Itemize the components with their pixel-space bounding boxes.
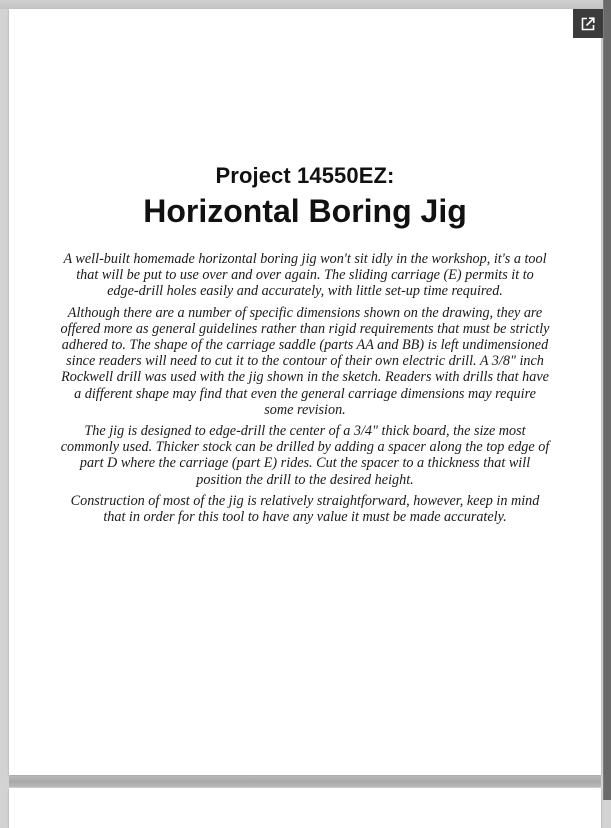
document-body bbox=[59, 251, 551, 530]
paragraph-construction: Construction of most of the jig is relatively straightforward, however, keep in mind that in order for this tool to have any value it must be made accurately. bbox=[70, 492, 540, 526]
paragraph-design: The jig is designed to edge-drill the center of a 3/4" thick board, the size most commonly used. Thicker stock can be drilled by adding a spacer along the top edge of part D where the carriage (part E) rides. Cut the spacer to a thickness that will position the drill to the desired height. bbox=[60, 423, 550, 488]
paragraph-dimensions: Although there are a number of specific dimensions shown on the drawing, they are offered more as general guidelines rather than rigid requirements that must be strictly adhered to. The shape of the carriage saddle (parts AA and BB) is left undimensioned since readers will need to cut it to the contour of their own electric drill. A 3/8" inch Rockwell drill was used with the jig shown in the sketch. Readers with drills that have a different shape may find that even the general carriage dimensions may require some revision. bbox=[60, 304, 550, 418]
document-page-2 bbox=[9, 788, 601, 828]
paragraph-intro: A well-built homemade horizontal boring jig won't sit idly in the workshop, it's a tool that will be put to use over and over again. The sliding carriage (E) permits it to edge-drill holes easily and accurately, with little set-up time required. bbox=[63, 251, 547, 300]
open-in-new-window-button[interactable] bbox=[573, 9, 603, 38]
project-number-heading: Project 14550EZ: bbox=[215, 163, 395, 188]
viewer-top-edge bbox=[0, 0, 603, 9]
page-separator bbox=[9, 776, 601, 787]
page-title: Horizontal Boring Jig bbox=[143, 193, 467, 229]
vertical-scrollbar[interactable] bbox=[603, 0, 611, 800]
open-in-new-icon bbox=[581, 17, 595, 31]
